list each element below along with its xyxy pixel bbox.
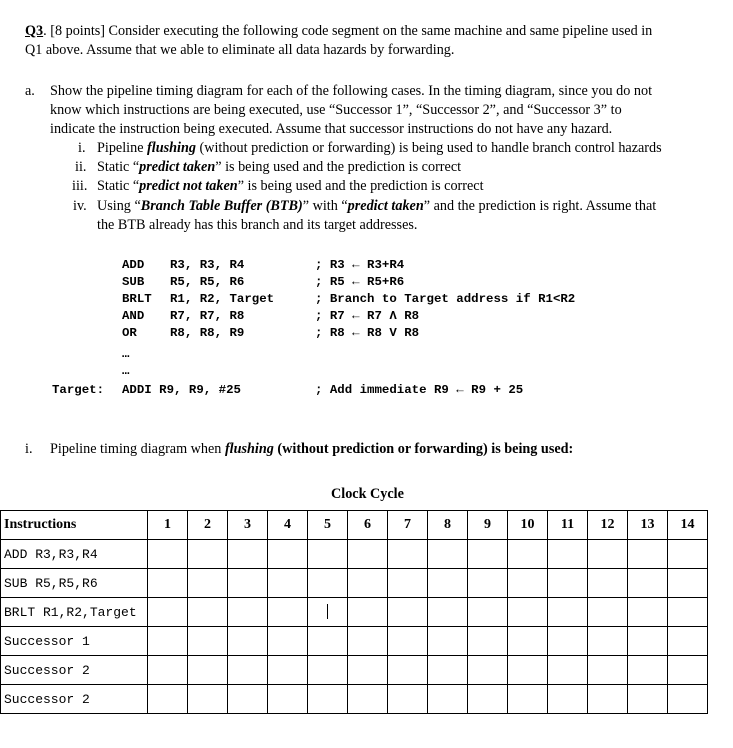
- subpart-i-text: [50, 440, 573, 460]
- code-line: [0, 291, 733, 308]
- stage-cell[interactable]: [468, 598, 508, 627]
- stage-cell[interactable]: [628, 627, 668, 656]
- stage-cell[interactable]: [188, 627, 228, 656]
- row-instruction: SUB R5,R5,R6: [1, 569, 148, 598]
- cycle-header: 14: [668, 511, 708, 540]
- code-comment: ; R8 ← R8 V R8: [315, 326, 420, 340]
- stage-cell[interactable]: [228, 540, 268, 569]
- cycle-header: 4: [268, 511, 308, 540]
- stage-cell[interactable]: [388, 569, 428, 598]
- stage-cell[interactable]: [508, 540, 548, 569]
- stage-cell[interactable]: [188, 656, 228, 685]
- subpart-i-post: (without prediction or forwarding) is being used:: [273, 441, 574, 457]
- question-number: Q3: [25, 23, 44, 39]
- case-iii-pre: Static “: [97, 178, 140, 194]
- code-ellipsis: [0, 346, 733, 363]
- stage-cell[interactable]: [628, 598, 668, 627]
- stage-cell[interactable]: [508, 598, 548, 627]
- cycle-header: 3: [228, 511, 268, 540]
- part-a-marker: a.: [25, 83, 35, 99]
- stage-cell[interactable]: [268, 540, 308, 569]
- stage-cell[interactable]: [628, 685, 668, 714]
- stage-cell[interactable]: [148, 656, 188, 685]
- stage-cell[interactable]: [228, 569, 268, 598]
- question-intro-line2: Q1 above. Assume that we able to eliminate all data hazards by forwarding.: [25, 42, 455, 58]
- question-header: [25, 22, 652, 42]
- cycle-header: 7: [388, 511, 428, 540]
- case-ii-text: [97, 158, 461, 178]
- stage-cell[interactable]: [588, 685, 628, 714]
- part-a-line1: Show the pipeline timing diagram for each of the following cases. In the timing diagram, since you do not: [50, 83, 653, 99]
- stage-cell[interactable]: [268, 569, 308, 598]
- case-ii-post: ” is being used and the prediction is correct: [215, 159, 462, 175]
- stage-cell[interactable]: [428, 540, 468, 569]
- case-iii-marker: iii.: [72, 178, 88, 194]
- case-iv-line2: the BTB already has this branch and its target addresses.: [97, 217, 418, 233]
- row-instruction: Successor 2: [1, 685, 148, 714]
- case-iv-em2: predict taken: [347, 198, 424, 214]
- cycle-header: 2: [188, 511, 228, 540]
- stage-cell[interactable]: [348, 656, 388, 685]
- stage-cell[interactable]: [588, 540, 628, 569]
- part-a-line3: indicate the instruction being executed. Assume that successor instructions do not have any hazard.: [50, 121, 613, 137]
- stage-cell[interactable]: [388, 685, 428, 714]
- stage-cell[interactable]: [308, 685, 348, 714]
- stage-cell[interactable]: [508, 569, 548, 598]
- stage-cell[interactable]: [428, 685, 468, 714]
- stage-cell[interactable]: [668, 540, 708, 569]
- case-iv-em: Branch Table Buffer (BTB): [140, 198, 303, 214]
- stage-cell[interactable]: [508, 656, 548, 685]
- stage-cell[interactable]: [228, 627, 268, 656]
- header-instructions: Instructions: [1, 511, 148, 540]
- code-line: [0, 274, 733, 291]
- cycle-header: 12: [588, 511, 628, 540]
- stage-cell[interactable]: [308, 656, 348, 685]
- stage-cell[interactable]: [588, 627, 628, 656]
- case-ii-em: predict taken: [139, 159, 216, 175]
- stage-cell[interactable]: [188, 569, 228, 598]
- table-caption: Clock Cycle: [331, 486, 404, 502]
- stage-cell[interactable]: [628, 656, 668, 685]
- stage-cell[interactable]: [468, 685, 508, 714]
- stage-cell[interactable]: [268, 656, 308, 685]
- cycle-header: 1: [148, 511, 188, 540]
- row-instruction: ADD R3,R3,R4: [1, 540, 148, 569]
- question-intro: . [8 points] Consider executing the following code segment on the same machine and same pipeline used in: [43, 23, 653, 39]
- code-comment: ; Branch to Target address if R1<R2: [315, 292, 576, 306]
- cycle-header: 8: [428, 511, 468, 540]
- case-i-em: flushing: [147, 140, 196, 156]
- stage-cell[interactable]: [308, 540, 348, 569]
- code-op: AND: [122, 309, 145, 323]
- table-row: [1, 685, 708, 714]
- stage-cell[interactable]: [308, 569, 348, 598]
- code-line: [0, 257, 733, 274]
- text-cursor: [327, 604, 328, 619]
- stage-cell[interactable]: [668, 685, 708, 714]
- code-ellipsis: [0, 363, 733, 380]
- stage-cell[interactable]: [668, 598, 708, 627]
- stage-cell[interactable]: [348, 685, 388, 714]
- stage-cell[interactable]: [388, 656, 428, 685]
- ellipsis-2: …: [122, 364, 130, 378]
- stage-cell[interactable]: [188, 598, 228, 627]
- cycle-header: 6: [348, 511, 388, 540]
- code-args: R8, R8, R9: [170, 326, 245, 340]
- stage-cell[interactable]: [548, 569, 588, 598]
- stage-cell[interactable]: [508, 627, 548, 656]
- code-comment: ; R7 ← R7 Λ R8: [315, 309, 420, 323]
- stage-cell[interactable]: [348, 627, 388, 656]
- case-i-marker: i.: [78, 140, 86, 156]
- subpart-i-em: flushing: [224, 441, 274, 457]
- code-args: R7, R7, R8: [170, 309, 245, 323]
- case-iv-pre: Using “: [97, 198, 141, 214]
- cycle-header: 13: [628, 511, 668, 540]
- cycle-header: 5: [308, 511, 348, 540]
- stage-cell[interactable]: [308, 627, 348, 656]
- stage-cell[interactable]: [668, 569, 708, 598]
- code-op: OR: [122, 326, 137, 340]
- code-args: R1, R2, Target: [170, 292, 275, 306]
- stage-cell[interactable]: [148, 598, 188, 627]
- stage-cell[interactable]: [588, 598, 628, 627]
- case-iii-em: predict not taken: [139, 178, 238, 194]
- table-row: [1, 540, 708, 569]
- timing-table: [0, 510, 708, 714]
- stage-cell[interactable]: [428, 656, 468, 685]
- stage-cell[interactable]: [148, 540, 188, 569]
- stage-cell[interactable]: [348, 569, 388, 598]
- stage-cell[interactable]: [188, 685, 228, 714]
- table-row: [1, 627, 708, 656]
- cycle-header: 10: [508, 511, 548, 540]
- stage-cell[interactable]: [348, 540, 388, 569]
- stage-cell[interactable]: [268, 598, 308, 627]
- ellipsis-1: …: [122, 347, 130, 361]
- table-header-row: [1, 511, 708, 540]
- stage-cell[interactable]: [508, 685, 548, 714]
- code-comment: ; R5 ← R5+R6: [315, 275, 405, 289]
- case-i-post: (without prediction or forwarding) is being used to handle branch control hazards: [195, 140, 662, 156]
- stage-cell[interactable]: [148, 569, 188, 598]
- stage-cell[interactable]: [628, 569, 668, 598]
- case-ii-pre: Static “: [97, 159, 140, 175]
- stage-cell[interactable]: [348, 598, 388, 627]
- case-iv-mid: ” with “: [302, 198, 348, 214]
- case-i-pre: Pipeline: [97, 140, 148, 156]
- row-instruction: BRLT R1,R2,Target: [1, 598, 148, 627]
- case-i-text: [97, 139, 662, 159]
- stage-cell[interactable]: [588, 656, 628, 685]
- row-instruction: Successor 2: [1, 656, 148, 685]
- part-a-line2: know which instructions are being executed, use “Successor 1”, “Successor 2”, and “Successor 3” to: [50, 102, 622, 118]
- stage-cell[interactable]: [548, 627, 588, 656]
- cycle-header: 11: [548, 511, 588, 540]
- case-ii-marker: ii.: [75, 159, 87, 175]
- code-line: [0, 325, 733, 342]
- stage-cell[interactable]: [468, 656, 508, 685]
- target-comment: ; Add immediate R9 ← R9 + 25: [315, 383, 524, 397]
- code-comment: ; R3 ← R3+R4: [315, 258, 405, 272]
- stage-cell[interactable]: [228, 598, 268, 627]
- stage-cell[interactable]: [628, 540, 668, 569]
- code-op: BRLT: [122, 292, 152, 306]
- stage-cell[interactable]: [588, 569, 628, 598]
- table-row: [1, 569, 708, 598]
- stage-cell[interactable]: [548, 685, 588, 714]
- stage-cell[interactable]: [468, 540, 508, 569]
- stage-cell[interactable]: [228, 656, 268, 685]
- stage-cell[interactable]: [268, 627, 308, 656]
- stage-cell[interactable]: [548, 656, 588, 685]
- table-row: [1, 598, 708, 627]
- stage-cell[interactable]: [388, 540, 428, 569]
- stage-cell[interactable]: [188, 540, 228, 569]
- code-line: [0, 308, 733, 325]
- table-row: [1, 656, 708, 685]
- stage-cell[interactable]: [148, 685, 188, 714]
- stage-cell[interactable]: [388, 627, 428, 656]
- code-op: ADD: [122, 258, 145, 272]
- case-iii-post: ” is being used and the prediction is correct: [237, 178, 484, 194]
- row-instruction: Successor 1: [1, 627, 148, 656]
- case-iv-marker: iv.: [73, 198, 87, 214]
- stage-cell[interactable]: [468, 627, 508, 656]
- case-iv-text: [97, 197, 656, 217]
- stage-cell[interactable]: [428, 569, 468, 598]
- case-iii-text: [97, 177, 484, 197]
- stage-cell[interactable]: [268, 685, 308, 714]
- stage-cell[interactable]: [308, 598, 348, 627]
- stage-cell[interactable]: [228, 685, 268, 714]
- stage-cell[interactable]: [668, 656, 708, 685]
- code-args: R5, R5, R6: [170, 275, 245, 289]
- code-op: SUB: [122, 275, 145, 289]
- stage-cell[interactable]: [548, 540, 588, 569]
- stage-cell[interactable]: [468, 569, 508, 598]
- subpart-i-pre: Pipeline timing diagram when: [50, 441, 225, 457]
- stage-cell[interactable]: [548, 598, 588, 627]
- target-instruction: ADDI R9, R9, #25: [122, 383, 241, 397]
- subpart-i-marker: i.: [25, 441, 33, 457]
- stage-cell[interactable]: [428, 598, 468, 627]
- stage-cell[interactable]: [148, 627, 188, 656]
- stage-cell[interactable]: [428, 627, 468, 656]
- case-iv-post: ” and the prediction is right. Assume that: [423, 198, 657, 214]
- code-args: R3, R3, R4: [170, 258, 245, 272]
- cycle-header: 9: [468, 511, 508, 540]
- code-target-line: [0, 382, 733, 399]
- target-label: Target:: [52, 383, 105, 397]
- stage-cell[interactable]: [668, 627, 708, 656]
- stage-cell[interactable]: [388, 598, 428, 627]
